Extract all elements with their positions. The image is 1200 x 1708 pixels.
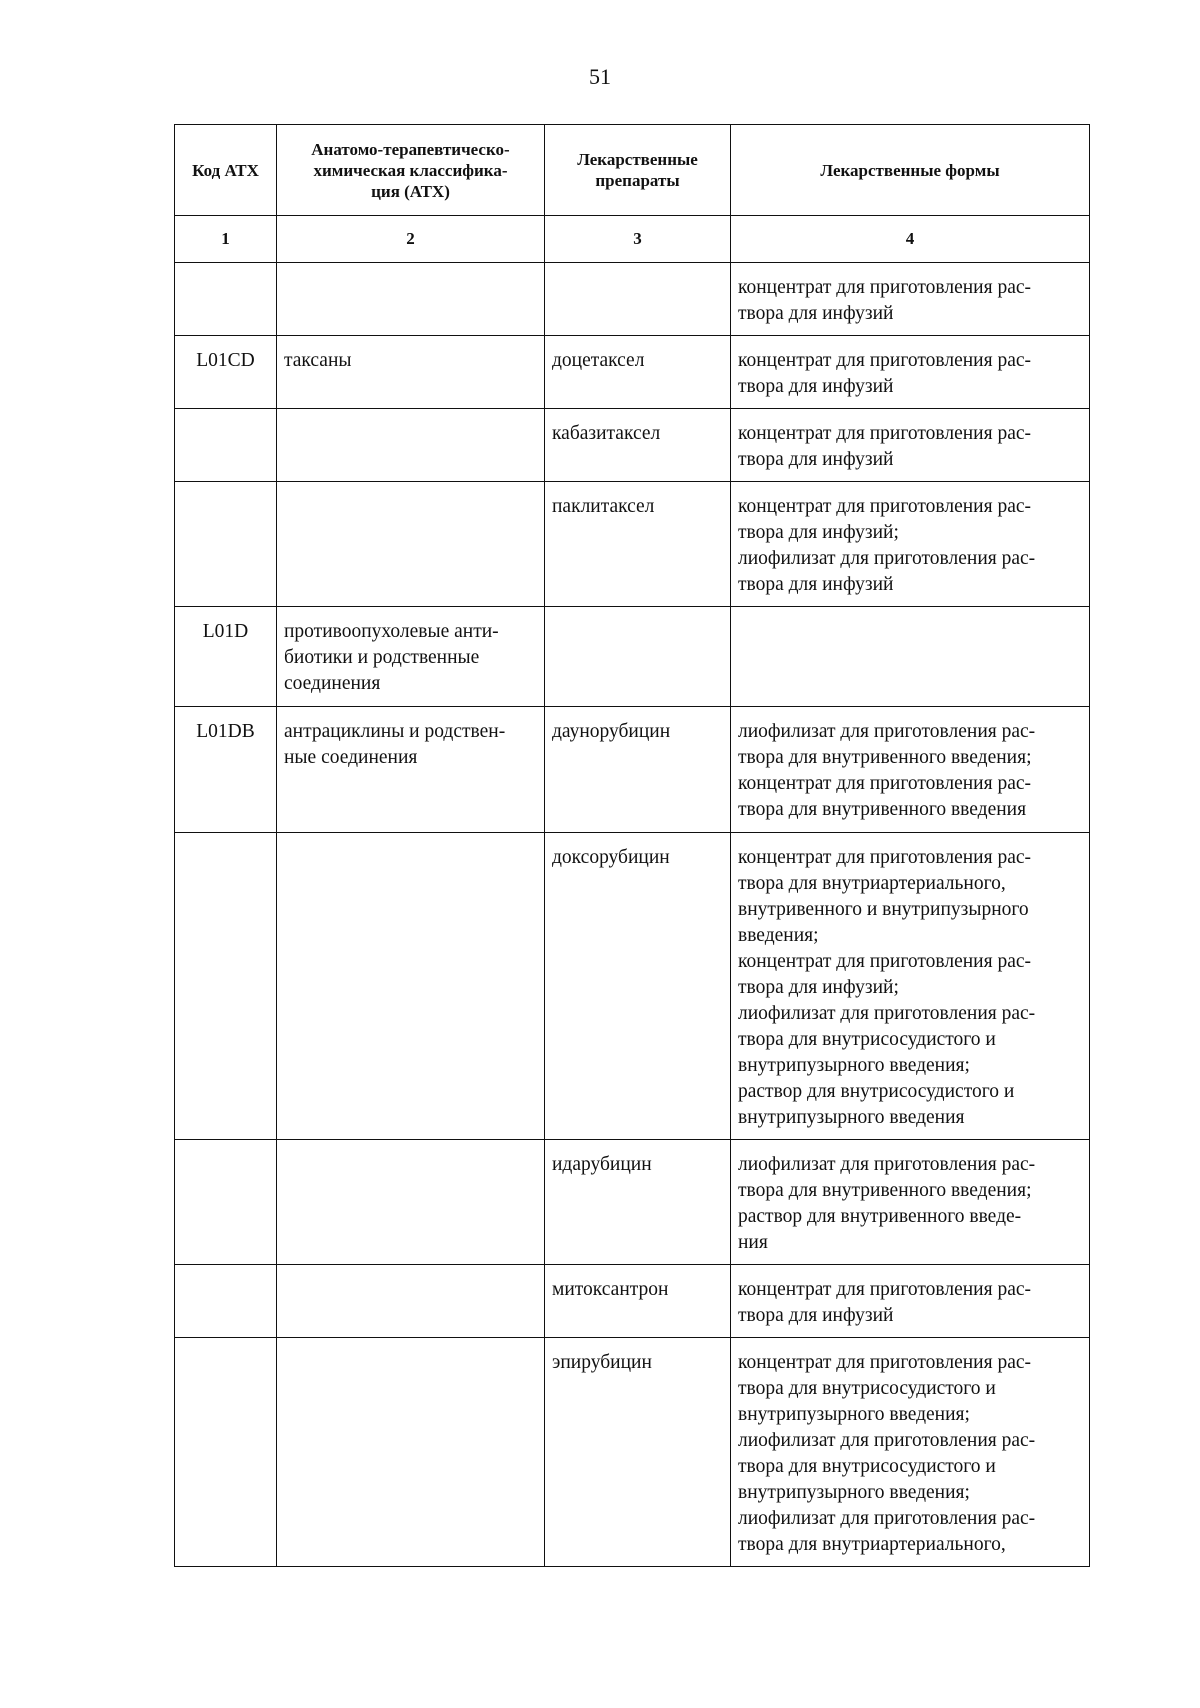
atc-code-cell: L01D bbox=[175, 607, 277, 707]
atc-code-cell: L01CD bbox=[175, 336, 277, 409]
table-row bbox=[175, 607, 1090, 707]
atc-code-cell bbox=[175, 1140, 277, 1265]
classification-cell bbox=[277, 833, 545, 1140]
atc-code-cell: L01DB bbox=[175, 707, 277, 833]
atc-code-cell bbox=[175, 1338, 277, 1567]
drug-cell bbox=[545, 607, 731, 707]
drug-cell: митоксантрон bbox=[545, 1265, 731, 1338]
classification-cell bbox=[277, 1265, 545, 1338]
column-number-row bbox=[175, 216, 1090, 263]
classification-cell: противоопухолевые анти- биотики и родственные соединения bbox=[277, 607, 545, 707]
drug-cell: доксорубицин bbox=[545, 833, 731, 1140]
table-row bbox=[175, 1338, 1090, 1567]
classification-cell: антрациклины и родствен- ные соединения bbox=[277, 707, 545, 833]
header-dosage-forms: Лекарственные формы bbox=[731, 125, 1090, 216]
classification-cell bbox=[277, 482, 545, 607]
drug-cell: доцетаксел bbox=[545, 336, 731, 409]
table-row bbox=[175, 336, 1090, 409]
atc-code-cell bbox=[175, 1265, 277, 1338]
dosage-forms-cell: концентрат для приготовления рас- твора для инфузий bbox=[731, 1265, 1090, 1338]
table-row bbox=[175, 409, 1090, 482]
header-atc-classification: Анатомо-терапевтическо- химическая классифика- ция (АТХ) bbox=[277, 125, 545, 216]
table-row bbox=[175, 707, 1090, 833]
header-drugs: Лекарственные препараты bbox=[545, 125, 731, 216]
drug-cell: паклитаксел bbox=[545, 482, 731, 607]
dosage-forms-cell: концентрат для приготовления рас- твора для внутрисосудистого и внутрипузырного введения; лиофилизат для приготовления рас- твора для внутрисосудистого и внутрипузырного введения; лиофилизат для приготовления рас- твора для внутриартериального, bbox=[731, 1338, 1090, 1567]
header-atc-code: Код АТХ bbox=[175, 125, 277, 216]
drug-cell: даунорубицин bbox=[545, 707, 731, 833]
classification-cell bbox=[277, 409, 545, 482]
page-number: 51 bbox=[589, 64, 611, 89]
table-row bbox=[175, 482, 1090, 607]
column-number: 2 bbox=[277, 216, 545, 263]
drug-cell: кабазитаксел bbox=[545, 409, 731, 482]
atc-drug-table bbox=[174, 124, 1090, 1567]
table-row bbox=[175, 1140, 1090, 1265]
drug-cell bbox=[545, 263, 731, 336]
column-number: 4 bbox=[731, 216, 1090, 263]
table-row bbox=[175, 1265, 1090, 1338]
classification-cell bbox=[277, 1338, 545, 1567]
dosage-forms-cell: концентрат для приготовления рас- твора для инфузий bbox=[731, 409, 1090, 482]
dosage-forms-cell: концентрат для приготовления рас- твора для инфузий bbox=[731, 263, 1090, 336]
classification-cell bbox=[277, 263, 545, 336]
dosage-forms-cell bbox=[731, 607, 1090, 707]
atc-code-cell bbox=[175, 482, 277, 607]
dosage-forms-cell: концентрат для приготовления рас- твора для внутриартериального, внутривенного и внутрипузырного введения; концентрат для приготовления рас- твора для инфузий; лиофилизат для приготовления рас- твора для внутрисосудистого и внутрипузырного введения; раствор для внутрисосудистого и внутрипузырного введения bbox=[731, 833, 1090, 1140]
classification-cell: таксаны bbox=[277, 336, 545, 409]
column-number: 3 bbox=[545, 216, 731, 263]
atc-code-cell bbox=[175, 263, 277, 336]
dosage-forms-cell: концентрат для приготовления рас- твора для инфузий; лиофилизат для приготовления рас- твора для инфузий bbox=[731, 482, 1090, 607]
classification-cell bbox=[277, 1140, 545, 1265]
table-row bbox=[175, 263, 1090, 336]
dosage-forms-cell: лиофилизат для приготовления рас- твора для внутривенного введения; раствор для внутривенного введе- ния bbox=[731, 1140, 1090, 1265]
column-number: 1 bbox=[175, 216, 277, 263]
table-row bbox=[175, 833, 1090, 1140]
dosage-forms-cell: концентрат для приготовления рас- твора для инфузий bbox=[731, 336, 1090, 409]
atc-code-cell bbox=[175, 833, 277, 1140]
drug-cell: эпирубицин bbox=[545, 1338, 731, 1567]
table-header-row bbox=[175, 125, 1090, 216]
drug-cell: идарубицин bbox=[545, 1140, 731, 1265]
atc-code-cell bbox=[175, 409, 277, 482]
dosage-forms-cell: лиофилизат для приготовления рас- твора для внутривенного введения; концентрат для приготовления рас- твора для внутривенного введения bbox=[731, 707, 1090, 833]
